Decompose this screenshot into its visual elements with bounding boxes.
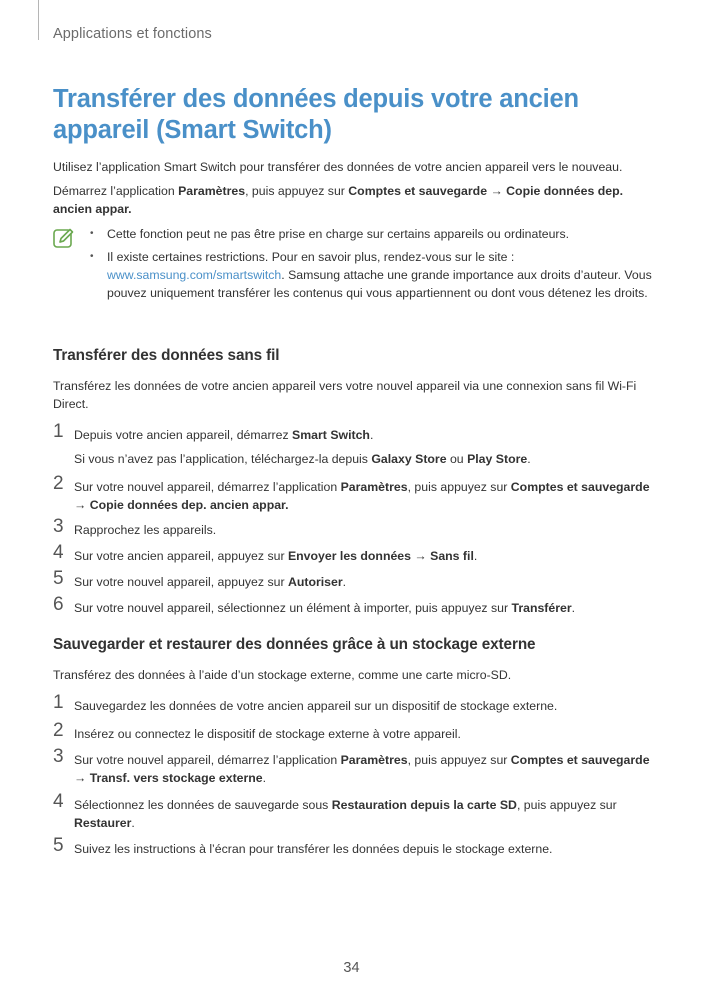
step-number: 1: [53, 421, 64, 442]
step-number: 2: [53, 720, 64, 741]
wireless-step-1: 1 Depuis votre ancien appareil, démarrez Smart Switch. Si vous n’avez pas l’application, téléchargez-la depuis Galaxy Store ou Play Store.: [53, 421, 531, 466]
header-divider: [38, 0, 39, 40]
step-number: 2: [53, 473, 64, 494]
note-item: • Il existe certaines restrictions. Pour en savoir plus, rendez-vous sur le site : www.samsung.com/smartswitch. Samsung attache une grande importance aux droits d’auteur. Vous pouvez uniquement transférer les contenus qui vous appartiennent ou dont vous détenez les droits.: [90, 248, 655, 302]
intro-paragraph: Utilisez l’application Smart Switch pour transférer des données de votre ancien appareil vers le nouveau.: [53, 160, 623, 174]
external-step-2: 2 Insérez ou connectez le dispositif de stockage externe à votre appareil.: [53, 720, 461, 741]
external-step-3: 3 Sur votre nouvel appareil, démarrez l’application Paramètres, puis appuyez sur Comptes et sauvegarde → Transf. vers stockage externe.: [53, 746, 650, 785]
note-pencil-icon: [53, 227, 75, 249]
step-number: 3: [53, 516, 64, 537]
wireless-step-6: 6 Sur votre nouvel appareil, sélectionnez un élément à importer, puis appuyez sur Transférer.: [53, 594, 576, 615]
smartswitch-link[interactable]: www.samsung.com/smartswitch: [107, 268, 282, 282]
step-number: 4: [53, 542, 64, 563]
step-number: 4: [53, 791, 64, 812]
external-step-1: 1 Sauvegardez les données de votre ancien appareil sur un dispositif de stockage externe.: [53, 692, 558, 713]
wireless-step-2: 2 Sur votre nouvel appareil, démarrez l’application Paramètres, puis appuyez sur Comptes et sauvegarde → Copie données dep. ancien appar.: [53, 473, 650, 512]
wireless-heading: Transférer des données sans fil: [53, 347, 280, 364]
note-list: [90, 225, 655, 307]
step-number: 3: [53, 746, 64, 767]
step-number: 5: [53, 835, 64, 856]
wireless-step-5: 5 Sur votre nouvel appareil, appuyez sur Autoriser.: [53, 568, 347, 589]
launch-instructions: Démarrez l’application Paramètres, puis appuyez sur Comptes et sauvegarde → Copie données dep. ancien appar.: [53, 184, 624, 216]
step-number: 5: [53, 568, 64, 589]
page-title: Transférer des données depuis votre ancien appareil (Smart Switch): [53, 85, 579, 144]
wireless-intro: Transférez les données de votre ancien appareil vers votre nouvel appareil via une connexion sans fil Wi-Fi Direct.: [53, 379, 637, 411]
external-step-4: 4 Sélectionnez les données de sauvegarde sous Restauration depuis la carte SD, puis appuyez sur Restaurer.: [53, 791, 617, 830]
external-heading: Sauvegarder et restaurer des données grâce à un stockage externe: [53, 636, 536, 653]
step-number: 1: [53, 692, 64, 713]
external-intro: Transférez des données à l’aide d’un stockage externe, comme une carte micro-SD.: [53, 668, 512, 682]
step-number: 6: [53, 594, 64, 615]
section-header: Applications et fonctions: [53, 26, 212, 42]
page-number: 34: [343, 960, 360, 976]
external-step-5: 5 Suivez les instructions à l’écran pour transférer les données depuis le stockage externe.: [53, 835, 553, 856]
note-item: • Cette fonction peut ne pas être prise en charge sur certains appareils ou ordinateurs.: [90, 225, 655, 243]
wireless-step-3: 3 Rapprochez les appareils.: [53, 516, 217, 537]
wireless-step-4: 4 Sur votre ancien appareil, appuyez sur Envoyer les données → Sans fil.: [53, 542, 478, 563]
